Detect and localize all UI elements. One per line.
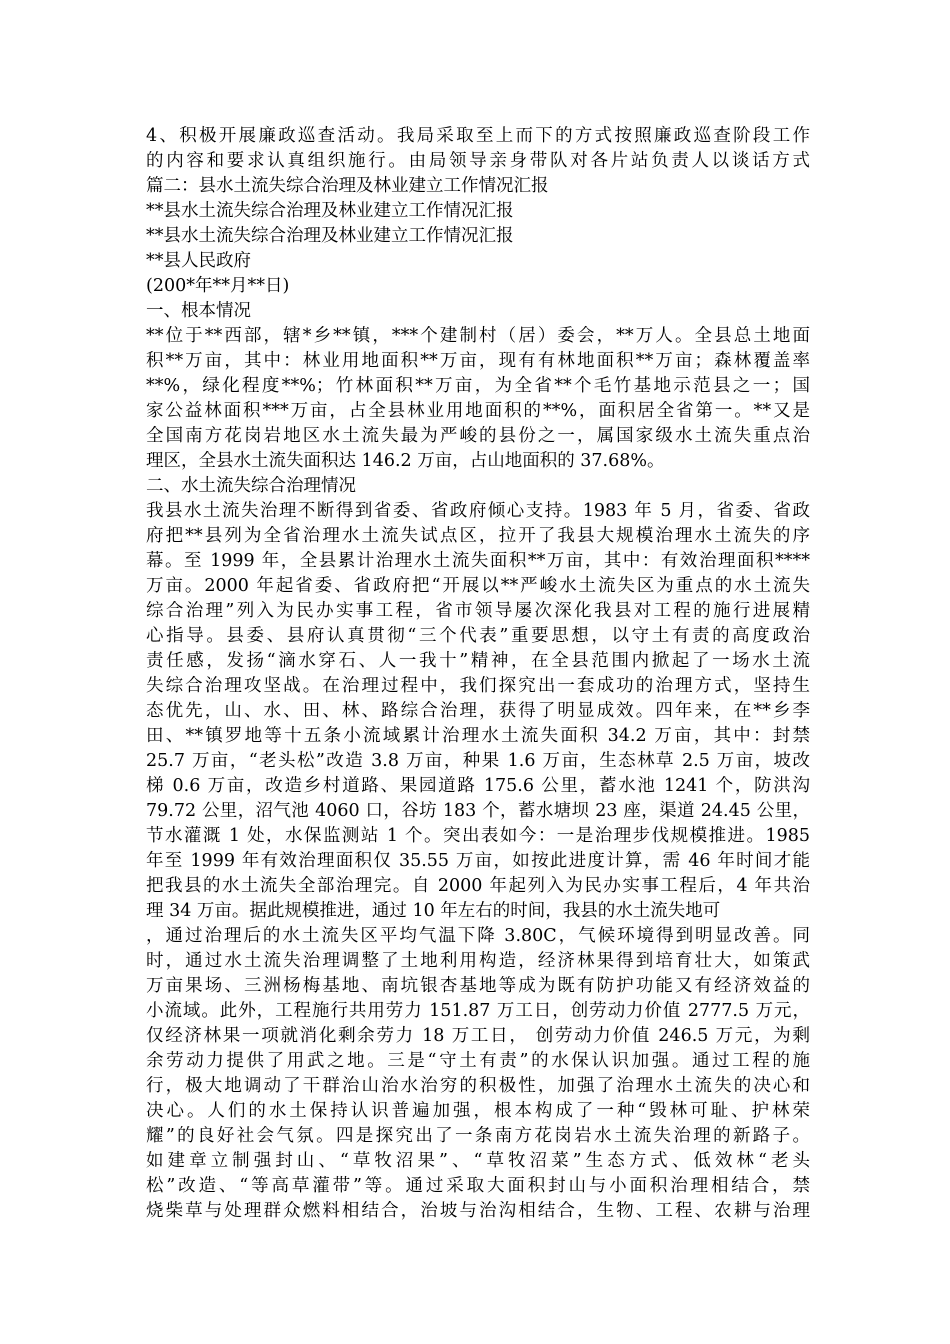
text-line: 烧柴草与处理群众燃料相结合，治坡与治沟相结合，生物、工程、农耕与治理 bbox=[146, 1201, 810, 1221]
text-line: 我县水土流失治理不断得到省委、省政府倾心支持。1983 年 5 月，省委、省政 bbox=[146, 501, 810, 521]
text-line: 梯 0.6 万亩，改造乡村道路、果园道路 175.6 公里，蓄水池 1241 个，防洪沟 bbox=[146, 776, 810, 796]
text-line: 的内容和要求认真组织施行。由局领导亲身带队对各片站负责人以谈话方式 bbox=[146, 151, 810, 171]
text-line: (200*年**月**日) bbox=[146, 276, 290, 296]
text-line: 行，极大地调动了干群治山治水治穷的积极性，加强了治理水土流失的决心和 bbox=[146, 1076, 810, 1096]
text-line: 小流域。此外，工程施行共用劳力 151.87 万工日，创劳动力价值 2777.5 万元， bbox=[146, 1001, 810, 1021]
text-line: 田、**镇罗地等十五条小流域累计治理水土流失面积 34.2 万亩，其中：封禁 bbox=[146, 726, 810, 746]
text-line: **县水土流失综合治理及林业建立工作情况汇报 bbox=[146, 201, 514, 221]
text-line: 节水灌溉 1 处，水保监测站 1 个。突出表如今：一是治理步伐规模推进。1985 bbox=[146, 826, 810, 846]
text-line: 决心。人们的水土保持认识普遍加强，根本构成了一种“毁林可耻、护林荣 bbox=[146, 1101, 810, 1121]
text-line: 耀”的良好社会气氛。四是探究出了一条南方花岗岩水土流失治理的新路子。 bbox=[146, 1126, 810, 1146]
text-line: 责任感，发扬“滴水穿石、人一我十”精神，在全县范围内掀起了一场水土流 bbox=[146, 651, 810, 671]
text-line: 把我县的水土流失全部治理完。自 2000 年起列入为民办实事工程后，4 年共治 bbox=[146, 876, 810, 896]
text-line: 松”改造、“等高草灌带”等。通过采取大面积封山与小面积治理相结合，禁 bbox=[146, 1176, 810, 1196]
text-line: **位于**西部，辖*乡**镇，***个建制村（居）委会，**万人。全县总土地面 bbox=[146, 326, 810, 346]
text-line: 篇二：县水土流失综合治理及林业建立工作情况汇报 bbox=[146, 176, 549, 196]
document-body bbox=[146, 124, 810, 1224]
text-line: 如建章立制强封山、“草牧沼果”、“草牧沼菜”生态方式、低效林“老头 bbox=[146, 1151, 810, 1171]
text-line: 全国南方花岗岩地区水土流失最为严峻的县份之一，属国家级水土流失重点治 bbox=[146, 426, 810, 446]
text-line: 二、水土流失综合治理情况 bbox=[146, 476, 356, 496]
text-line: 仅经济林果一项就消化剩余劳力 18 万工日， 创劳动力价值 246.5 万元，为剩 bbox=[146, 1026, 810, 1046]
text-line: 25.7 万亩，“老头松”改造 3.8 万亩，种果 1.6 万亩，生态林草 2.5 万亩，坡改 bbox=[146, 751, 810, 771]
text-line: 积**万亩，其中：林业用地面积**万亩，现有有林地面积**万亩；森林覆盖率 bbox=[146, 351, 810, 371]
text-line: 余劳动力提供了用武之地。三是“守土有责”的水保认识加强。通过工程的施 bbox=[146, 1051, 810, 1071]
text-line: 万亩。2000 年起省委、省政府把“开展以**严峻水土流失区为重点的水土流失 bbox=[146, 576, 810, 596]
text-line: 79.72 公里，沼气池 4060 口，谷坊 183 个，蓄水塘坝 23 座，渠道 24.45 公里， bbox=[146, 801, 810, 821]
text-line: 一、根本情况 bbox=[146, 301, 251, 321]
text-line: 态优先，山、水、田、林、路综合治理，获得了明显成效。四年来，在**乡李 bbox=[146, 701, 810, 721]
text-line: 时，通过水土流失治理调整了土地利用构造，经济林果得到培育壮大，如策武 bbox=[146, 951, 810, 971]
text-line: ，通过治理后的水土流失区平均气温下降 3.80C，气候环境得到明显改善。同 bbox=[146, 926, 810, 946]
text-line: 府把**县列为全省治理水土流失试点区，拉开了我县大规模治理水土流失的序 bbox=[146, 526, 810, 546]
text-line: 心指导。县委、县府认真贯彻“三个代表”重要思想，以守土有责的高度政治 bbox=[146, 626, 810, 646]
text-line: **县水土流失综合治理及林业建立工作情况汇报 bbox=[146, 226, 514, 246]
text-line: 年至 1999 年有效治理面积仅 35.55 万亩，如按此进度计算，需 46 年时间才能 bbox=[146, 851, 810, 871]
text-line: **%，绿化程度**%；竹林面积**万亩，为全省**个毛竹基地示范县之一；国 bbox=[146, 376, 810, 396]
text-line: 理 34 万亩。据此规模推进，通过 10 年左右的时间，我县的水土流失地可 bbox=[146, 901, 721, 921]
text-line: 综合治理”列入为民办实事工程，省市领导屡次深化我县对工程的施行进展精 bbox=[146, 601, 810, 621]
text-line: 4、积极开展廉政巡查活动。我局采取至上而下的方式按照廉政巡查阶段工作 bbox=[146, 126, 810, 146]
text-line: 失综合治理攻坚战。在治理过程中，我们探究出一套成功的治理方式，坚持生 bbox=[146, 676, 810, 696]
text-line: 万亩果场、三洲杨梅基地、南坑银杏基地等成为既有防护功能又有经济效益的 bbox=[146, 976, 810, 996]
text-line: 理区，全县水土流失面积达 146.2 万亩，占山地面积的 37.68%。 bbox=[146, 451, 665, 471]
text-line: **县人民政府 bbox=[146, 251, 251, 271]
text-line: 家公益林面积***万亩，占全县林业用地面积的**%，面积居全省第一。**又是 bbox=[146, 401, 810, 421]
text-line: 幕。至 1999 年，全县累计治理水土流失面积**万亩，其中：有效治理面积**** bbox=[146, 551, 810, 571]
